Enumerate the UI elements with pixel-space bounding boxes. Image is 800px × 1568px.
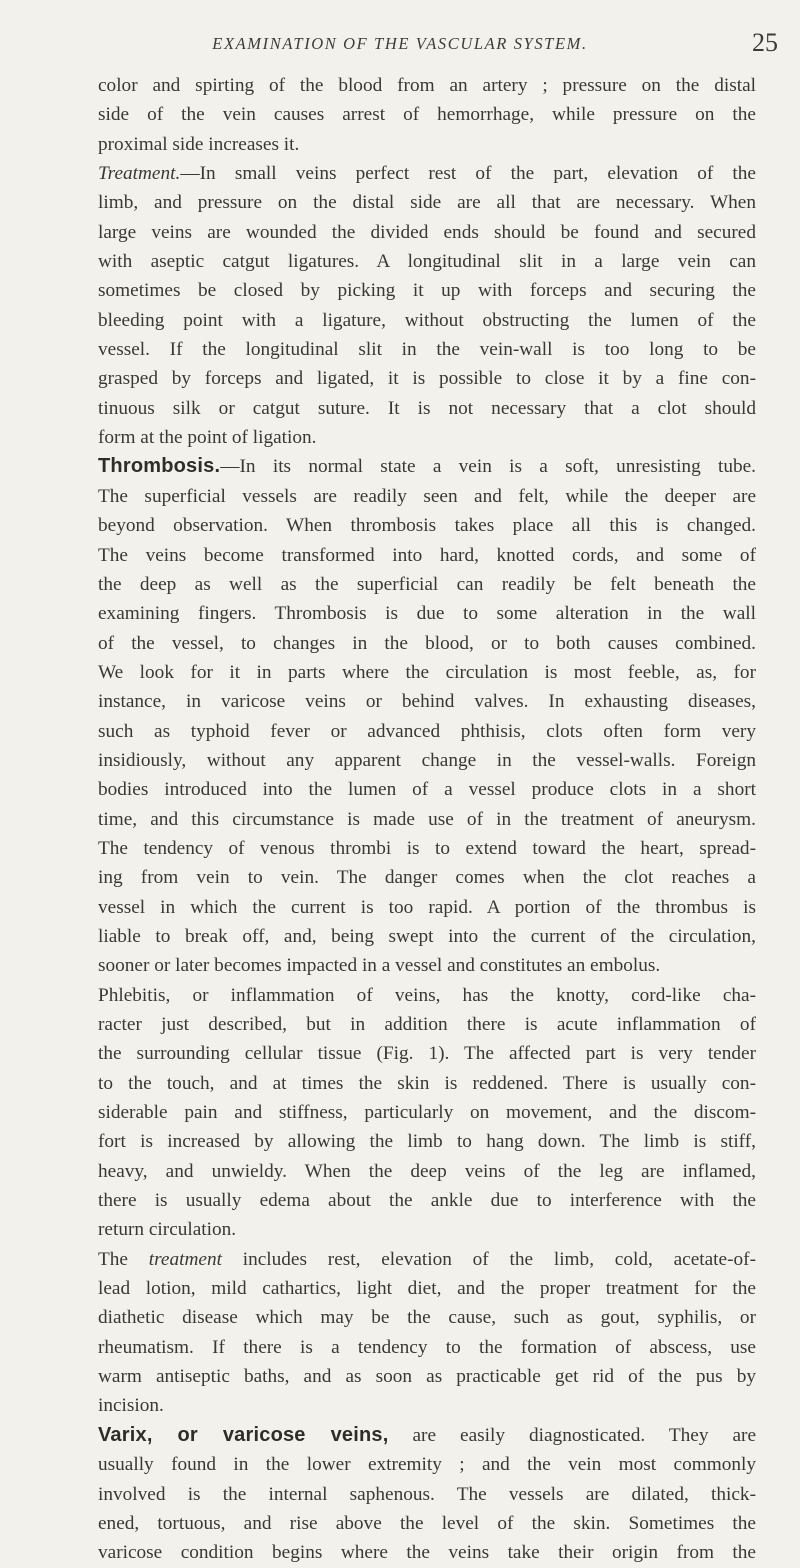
text-line: bodies introduced into the lumen of a vessel produce clots in a short: [98, 779, 756, 801]
text-line: Varix, or varicose veins, are easily diagnosticated. They are: [98, 1423, 756, 1446]
text-line: rheumatism. If there is a tendency to the formation of abscess, use: [98, 1336, 756, 1358]
text-line: The tendency of venous thrombi is to extend toward the heart, spread-: [98, 837, 756, 859]
text-line: time, and this circumstance is made use of in the treatment of aneurysm.: [98, 808, 756, 830]
text-line: involved is the internal saphenous. The vessels are dilated, thick-: [98, 1483, 756, 1505]
text-line: the surrounding cellular tissue (Fig. 1). The affected part is very tender: [98, 1043, 756, 1065]
page-number: 25: [752, 28, 778, 57]
treatment-label: treatment: [148, 1248, 222, 1270]
text-line: tinuous silk or catgut suture. It is not necessary that a clot should: [98, 397, 756, 419]
treatment-label: Treatment.: [98, 163, 181, 185]
text-line: The treatment includes rest, elevation of the limb, cold, acetate-of-: [98, 1248, 756, 1270]
text-line: racter just described, but in addition there is acute inflammation of: [98, 1014, 756, 1035]
text-line: examining fingers. Thrombosis is due to some alteration in the wall: [98, 603, 756, 625]
text-line: vessel in which the current is too rapid. A portion of the thrombus is: [98, 896, 756, 918]
text-line: sooner or later becomes impacted in a vessel and constitutes an embolus.: [98, 955, 661, 977]
text-line: We look for it in parts where the circulation is most feeble, as, for: [98, 661, 756, 683]
text-line: return circulation.: [98, 1219, 237, 1241]
text-line: there is usually edema about the ankle due to interference with the: [98, 1190, 756, 1212]
text-line: Treatment.—In small veins perfect rest of the part, elevation of the: [98, 163, 756, 185]
text-line: vessel. If the longitudinal slit in the vein-wall is too long to be: [98, 339, 756, 361]
text-line: lead lotion, mild cathartics, light diet, and the proper treatment for the: [98, 1278, 756, 1300]
text-line: proximal side increases it.: [98, 133, 300, 155]
text-line: warm antiseptic baths, and as soon as practicable get rid of the pus by: [98, 1366, 756, 1388]
text-line: varicose condition begins where the veins take their origin from the: [98, 1542, 756, 1564]
text-line: instance, in varicose veins or behind valves. In exhausting diseases,: [98, 691, 756, 713]
text-line: grasped by forceps and ligated, it is possible to close it by a fine con-: [98, 368, 756, 390]
text-line: Thrombosis.—In its normal state a vein is a soft, unresisting tube.: [98, 455, 756, 478]
text-line: ened, tortuous, and rise above the level of the skin. Sometimes the: [98, 1512, 756, 1534]
text-line: the deep as well as the superficial can readily be felt beneath the: [98, 573, 756, 595]
text-line: such as typhoid fever or advanced phthisis, clots often form very: [98, 720, 756, 742]
text-line: color and spirting of the blood from an artery ; pressure on the distal: [98, 75, 756, 96]
text-line: insidiously, without any apparent change in the vessel-walls. Foreign: [98, 749, 756, 771]
text-line: of the vessel, to changes in the blood, or to both causes combined.: [98, 632, 756, 654]
text-line: limb, and pressure on the distal side are all that are necessary. When: [98, 192, 756, 214]
body-text: [98, 71, 756, 1568]
text-line: heavy, and unwieldy. When the deep veins of the leg are inflamed,: [98, 1160, 756, 1182]
text-line: ing from vein to vein. The danger comes when the clot reaches a: [98, 867, 756, 889]
running-head: EXAMINATION OF THE VASCULAR SYSTEM.: [212, 34, 588, 53]
text-line: diathetic disease which may be the cause, such as gout, syphilis, or: [98, 1307, 756, 1329]
section-heading-varix: Varix, or varicose veins,: [98, 1423, 389, 1446]
text-line: to the touch, and at times the skin is reddened. There is usually con-: [98, 1072, 756, 1094]
text-line: The superficial vessels are readily seen and felt, while the deeper are: [98, 485, 756, 507]
text-line: incision.: [98, 1395, 164, 1417]
text-line: side of the vein causes arrest of hemorrhage, while pressure on the: [98, 104, 756, 126]
section-heading-thrombosis: Thrombosis.: [98, 455, 221, 478]
text-line: with aseptic catgut ligatures. A longitudinal slit in a large vein can: [98, 251, 756, 273]
text-line: bleeding point with a ligature, without obstructing the lumen of the: [98, 309, 756, 331]
text-line: The veins become transformed into hard, knotted cords, and some of: [98, 544, 756, 566]
text-line: beyond observation. When thrombosis takes place all this is changed.: [98, 515, 756, 537]
text-line: form at the point of ligation.: [98, 427, 317, 449]
text-line: sometimes be closed by picking it up with forceps and securing the: [98, 280, 756, 302]
text-line: fort is increased by allowing the limb to hang down. The limb is stiff,: [98, 1131, 756, 1153]
text-line: Phlebitis, or inflammation of veins, has the knotty, cord-like cha-: [98, 984, 756, 1006]
text-line: liable to break off, and, being swept into the current of the circulation,: [98, 925, 756, 947]
text-line: usually found in the lower extremity ; and the vein most commonly: [98, 1454, 756, 1476]
text-line: large veins are wounded the divided ends should be found and secured: [98, 221, 756, 243]
text-line: siderable pain and stiffness, particularly on movement, and the discom-: [98, 1102, 756, 1124]
